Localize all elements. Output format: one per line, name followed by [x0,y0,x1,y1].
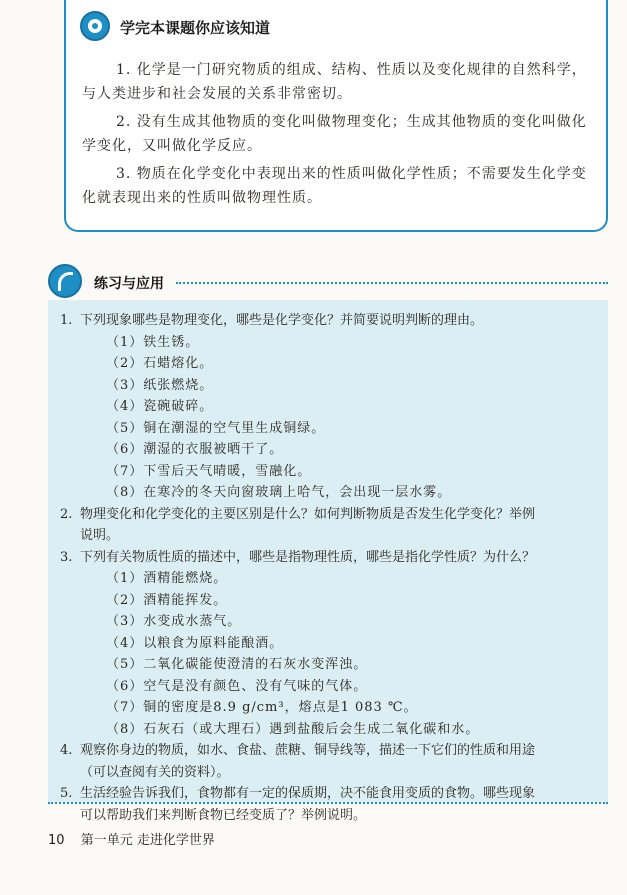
question-number: 5. [60,786,73,801]
unit-title: 走进化学世界 [136,833,215,848]
book-badge-icon [80,11,110,41]
question [60,547,590,741]
sub-item: （2）石蜡熔化。 [106,356,214,371]
sub-item: （6）潮湿的衣服被晒干了。 [106,442,284,457]
sub-item: （7）铜的密度是8.9 g/cm³，熔点是1 083 ℃。 [106,700,418,715]
question [60,783,590,826]
sub-item: （7）下雪后天气晴暖，雪融化。 [106,463,312,479]
question [60,504,590,547]
summary-point: 3. 物质在化学变化中表现出来的性质叫做化学性质；不需要发生化学变化就表现出来的性质叫做物理性质。 [82,166,587,206]
sub-item: （5）二氧化碳能使澄清的石灰水变浑浊。 [106,657,368,672]
question-text-continued: 说明。 [80,528,120,543]
question-text: 物理变化和化学变化的主要区别是什么？如何判断物质是否发生化学变化？举例 [80,506,536,522]
sub-item-list [80,332,590,504]
question [60,740,590,783]
exercises-header [48,264,608,300]
sub-item: （1）铁生锈。 [106,334,200,350]
page-footer [48,829,215,848]
question-number: 1. [60,313,73,328]
sub-item: （2）酒精能挥发。 [106,592,228,608]
sub-item-list [80,568,590,740]
summary-box [64,0,608,232]
question-text-continued: 可以帮助我们来判断食物已经变质了？举例说明。 [80,807,367,823]
sub-item: （3）水变成水蒸气。 [106,614,242,629]
dotted-divider [176,282,608,284]
question-number: 4. [60,743,73,758]
exercises-title: 练习与应用 [94,276,164,292]
summary-title: 学完本课题你应该知道 [120,19,271,37]
question-text: 下列有关物质性质的描述中，哪些是指物理性质，哪些是指化学性质？为什么？ [80,549,536,565]
summary-point: 1. 化学是一门研究物质的组成、结构、性质以及变化规律的自然科学，与人类进步和社会发展的关系非常密切。 [82,62,587,102]
question-text-continued: （可以查阅有关的资料）。 [80,764,230,780]
summary-point: 2. 没有生成其他物质的变化叫做物理变化；生成其他物质的变化叫做化学变化，又叫做化学反应。 [82,114,587,154]
sub-item: （5）铜在潮湿的空气里生成铜绿。 [106,420,326,436]
sub-item: （4）以粮食为原料能酿酒。 [106,635,284,651]
page-number: 10 [48,833,65,848]
question-text: 观察你身边的物质，如水、食盐、蔗糖、铜导线等，描述一下它们的性质和用途 [80,743,536,758]
exercise-badge-icon [48,264,82,298]
sub-item: （3）纸张燃烧。 [106,377,214,393]
sub-item: （4）瓷碗破碎。 [106,399,214,414]
question-text: 下列现象哪些是物理变化，哪些是化学变化？并简要说明判断的理由。 [80,313,484,328]
question-number: 2. [60,506,73,522]
exercises-list [60,310,590,826]
sub-item: （8）在寒冷的冬天向窗玻璃上哈气，会出现一层水雾。 [106,485,452,500]
summary-body [82,58,592,214]
sub-item: （6）空气是没有颜色、没有气味的气体。 [106,678,368,694]
sub-item: （1）酒精能燃烧。 [106,571,228,586]
sub-item: （8）石灰石（或大理石）遇到盐酸后会生成二氧化碳和水。 [106,721,480,737]
question-text: 生活经验告诉我们，食物都有一定的保质期，决不能食用变质的食物。哪些现象 [80,786,536,801]
question [60,310,590,504]
question-number: 3. [60,549,73,565]
unit-label: 第一单元 [80,833,133,848]
